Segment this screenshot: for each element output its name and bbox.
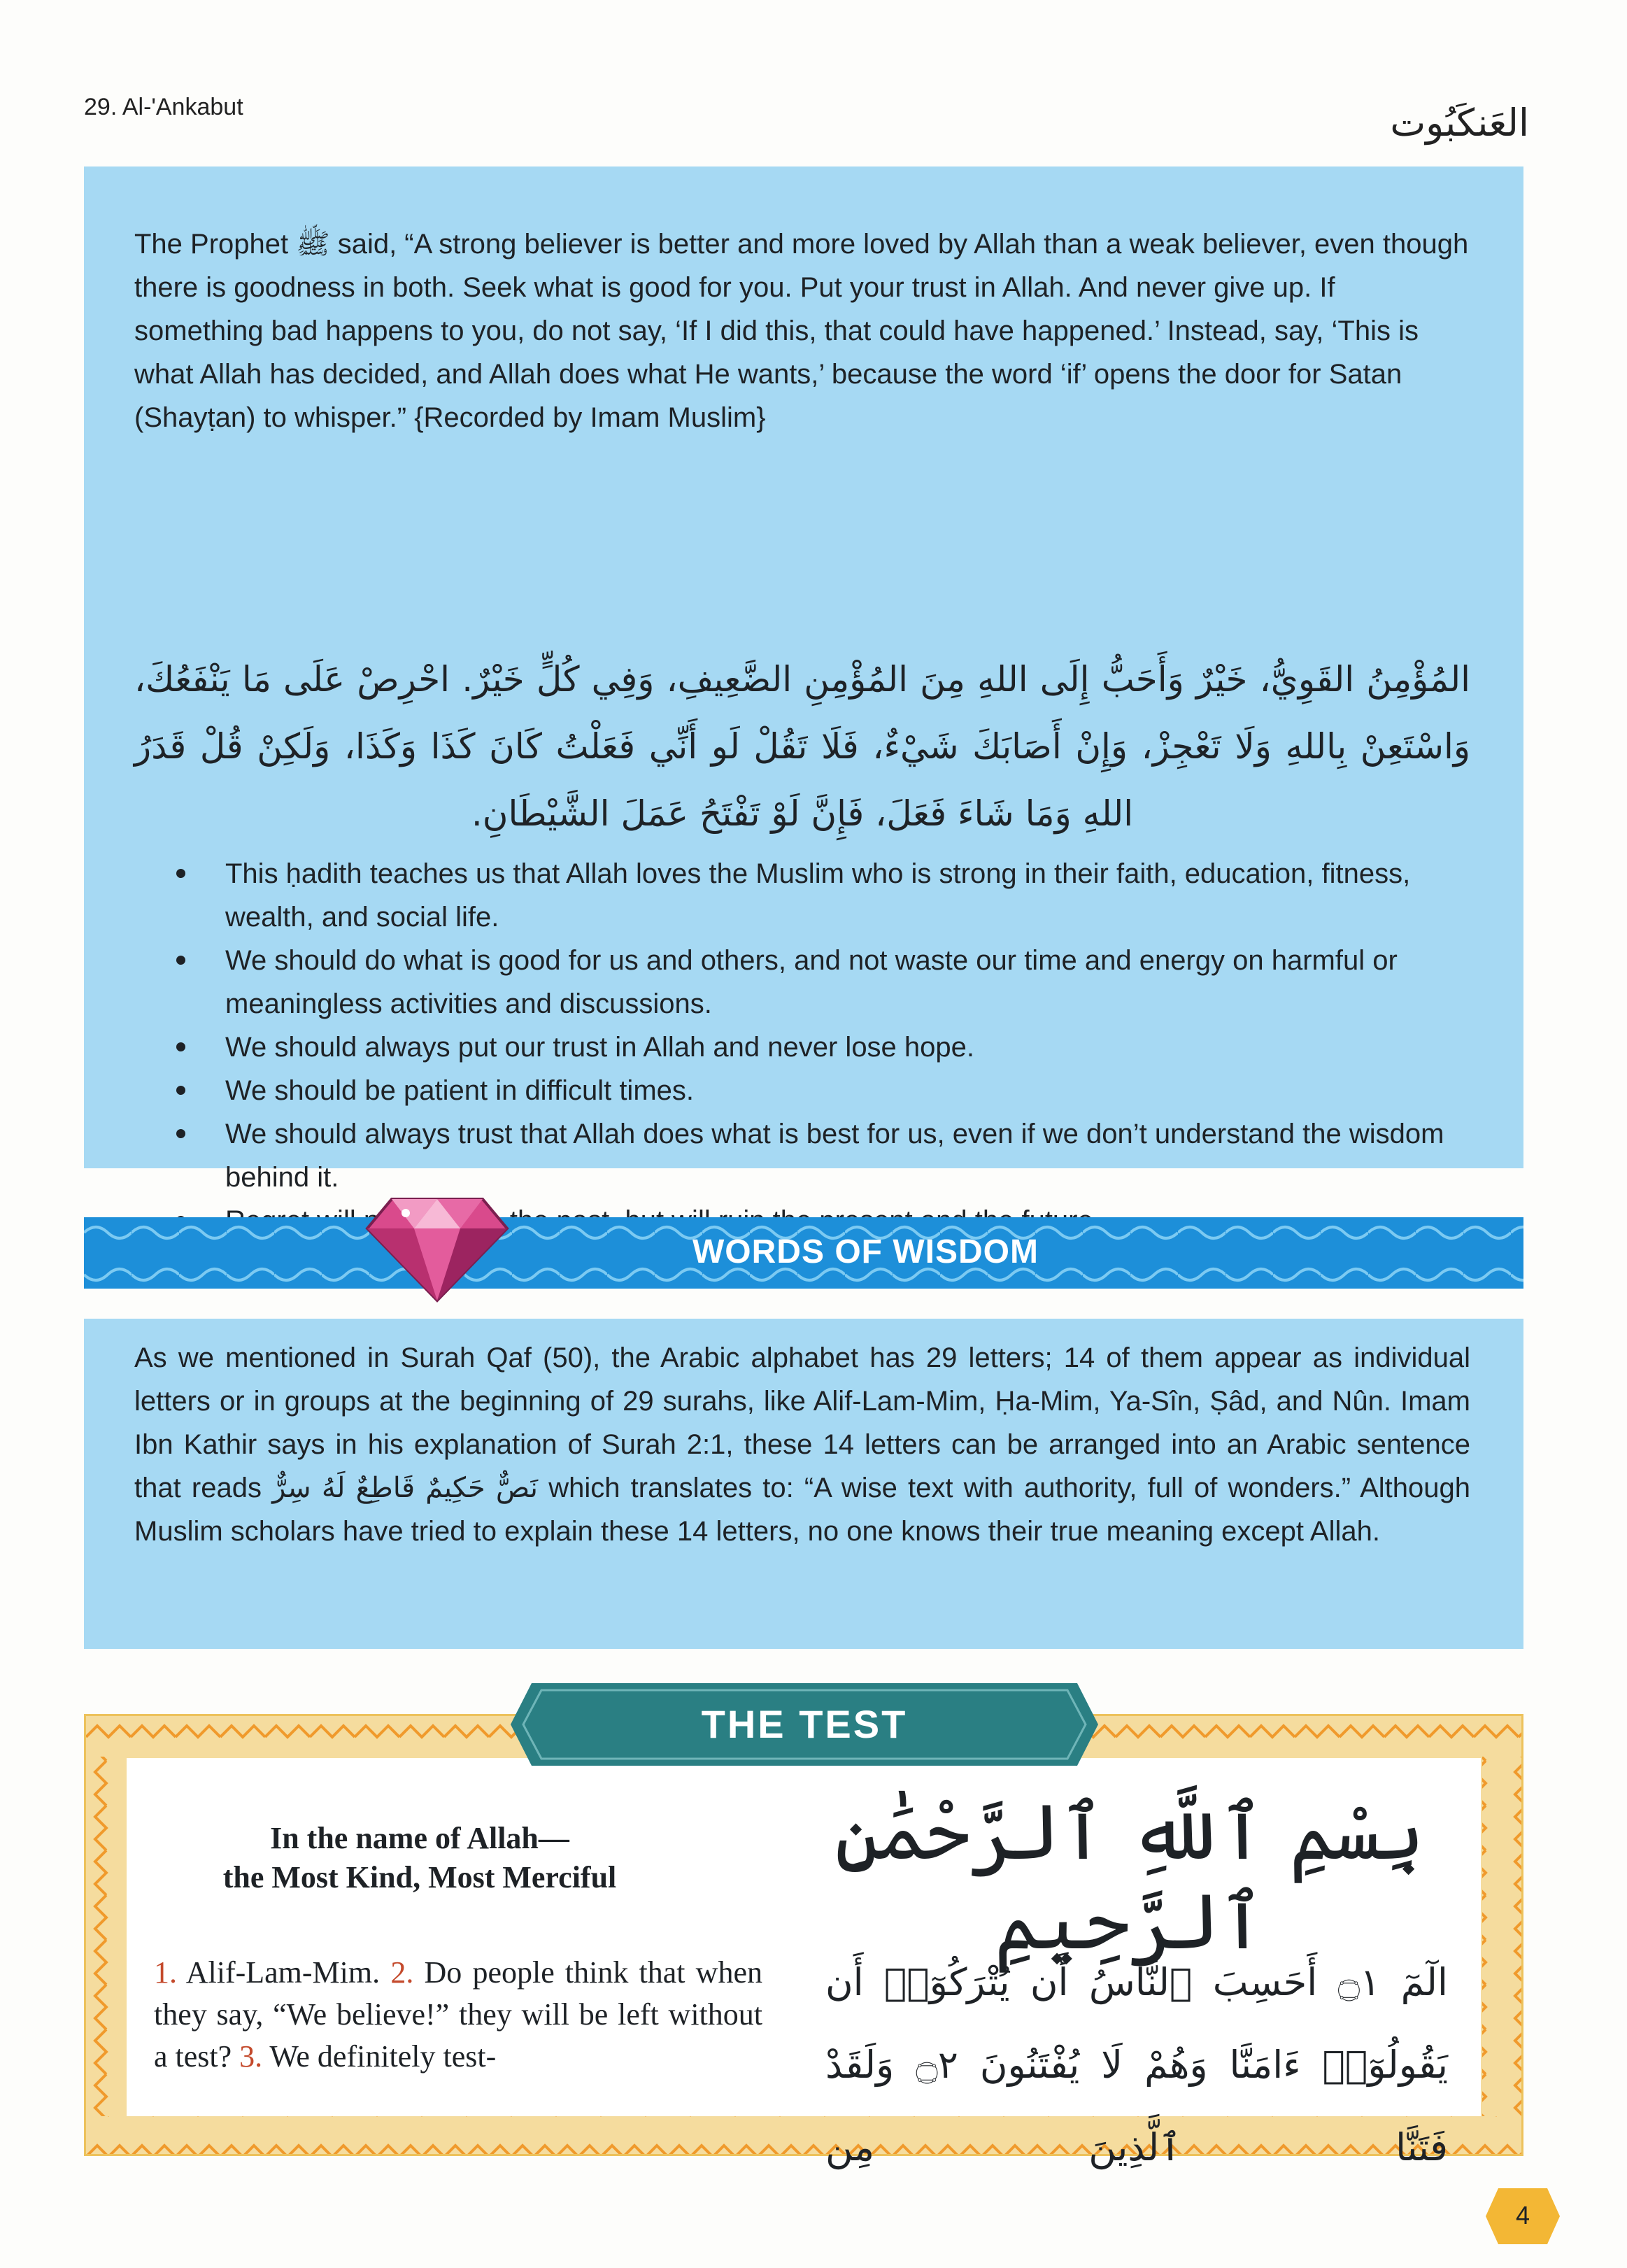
- verse-number: 3.: [239, 2039, 263, 2074]
- hadith-panel: [84, 166, 1523, 1193]
- wisdom-panel: [84, 1319, 1523, 1649]
- page-number: 4: [1515, 2201, 1530, 2230]
- verse-number: 2.: [390, 1955, 414, 1990]
- wisdom-title: WORDS OF WISDOM: [692, 1233, 1039, 1270]
- list-item: We should always trust that Allah does what is best for us, even if we don’t understand the wisdom behind it.: [134, 1112, 1470, 1199]
- list-item: We should be patient in difficult times.: [134, 1069, 1470, 1112]
- list-item: We should always put our trust in Allah and never lose hope.: [134, 1026, 1470, 1069]
- basmala-arabic: بِسْمِ ٱللَّهِ ٱلرَّحْمَٰنِ ٱلرَّحِيمِ: [834, 1787, 1425, 1966]
- verse-arabic: الٓمٓ ۝١ أَحَسِبَ ٱلنَّاسُ أَن يُتْرَكُوٓا۟ أَن يَقُولُوٓا۟ ءَامَنَّا وَهُمْ لَا يُفْتَنُونَ ۝٢ وَلَقَدْ فَتَنَّا ٱلَّذِينَ مِن: [825, 1960, 1449, 2169]
- hadith-arabic: المُؤْمِنُ القَوِيُّ، خَيْرٌ وَأَحَبُّ إِلَى اللهِ مِنَ المُؤْمِنِ الضَّعِيفِ، وَفِي كُلٍّ خَيْرٌ. احْرِصْ عَلَى مَا يَنْفَعُكَ، وَاسْتَعِنْ بِاللهِ وَلَا تَعْجِزْ، وَإِنْ أَصَابَكَ شَيْءٌ، فَلَا تَقُلْ لَو أَنِّي فَعَلْتُ كَانَ كَذَا وَكَذَا، وَلَكِنْ قُلْ قَدَرُ اللهِ وَمَا شَاءَ فَعَلَ، فَإِنَّ لَوْ تَفْتَحُ عَمَلَ الشَّيْطَانِ.: [134, 659, 1470, 834]
- list-item: We should do what is good for us and others, and not waste our time and energy on harmful or meaningless activities and discussions.: [134, 939, 1470, 1026]
- verse-number: 1.: [154, 1955, 177, 1990]
- wisdom-text: As we mentioned in Surah Qaf (50), the Arabic alphabet has 29 letters; 14 of them appear as individual letters or in groups at the beginning of 29 surahs, like Alif-Lam-Mim, Ḥa-Mim, Ya-Sîn, Ṣâd, and Nûn. Imam Ibn Kathir says in his explanation of Surah 2:1, these 14 letters can be arranged into an Arabic sentence that reads نَصٌّ حَكِيمٌ قَاطِعٌ لَهُ سِرٌّ which translates to: “A wise text with authority, full of wonders.” Although Muslim scholars have tried to explain these 14 letters, no one knows their true meaning except Allah.: [134, 1342, 1470, 1547]
- surah-name: 29. Al-'Ankabut: [84, 94, 243, 120]
- verse-text: Do people think that when they say, “We believe!” they will be left without a test?: [154, 1955, 762, 2074]
- basmala-line-2: the Most Kind, Most Merciful: [222, 1860, 617, 1894]
- surah-name-arabic: العَنكَبُوت: [1390, 101, 1529, 145]
- diamond-gem-icon: [364, 1185, 511, 1304]
- basmala-english: [175, 1819, 665, 1897]
- basmala-line-1: In the name of Allah—: [270, 1821, 569, 1855]
- list-item: This ḥadith teaches us that Allah loves the Muslim who is strong in their faith, education, fitness, wealth, and social life.: [134, 852, 1470, 939]
- hadith-text: The Prophet ﷺ said, “A strong believer is better and more loved by Allah than a weak believer, even though there is goodness in both. Seek what is good for you. Put your trust in Allah. And never give up. If something bad happens to you, do not say, ‘If I did this, that could have happened.’ Instead, say, ‘This is what Allah has decided, and Allah does what He wants,’ because the word ‘if’ opens the door for Satan (Shayṭan) to whisper.” {Recorded by Imam Muslim}: [134, 229, 1469, 433]
- verse-translation: [154, 1952, 762, 2078]
- test-title: THE TEST: [701, 1702, 908, 1746]
- verse-text: Alif-Lam-Mim.: [177, 1955, 391, 1990]
- verse-text: We definitely test-: [262, 2039, 497, 2074]
